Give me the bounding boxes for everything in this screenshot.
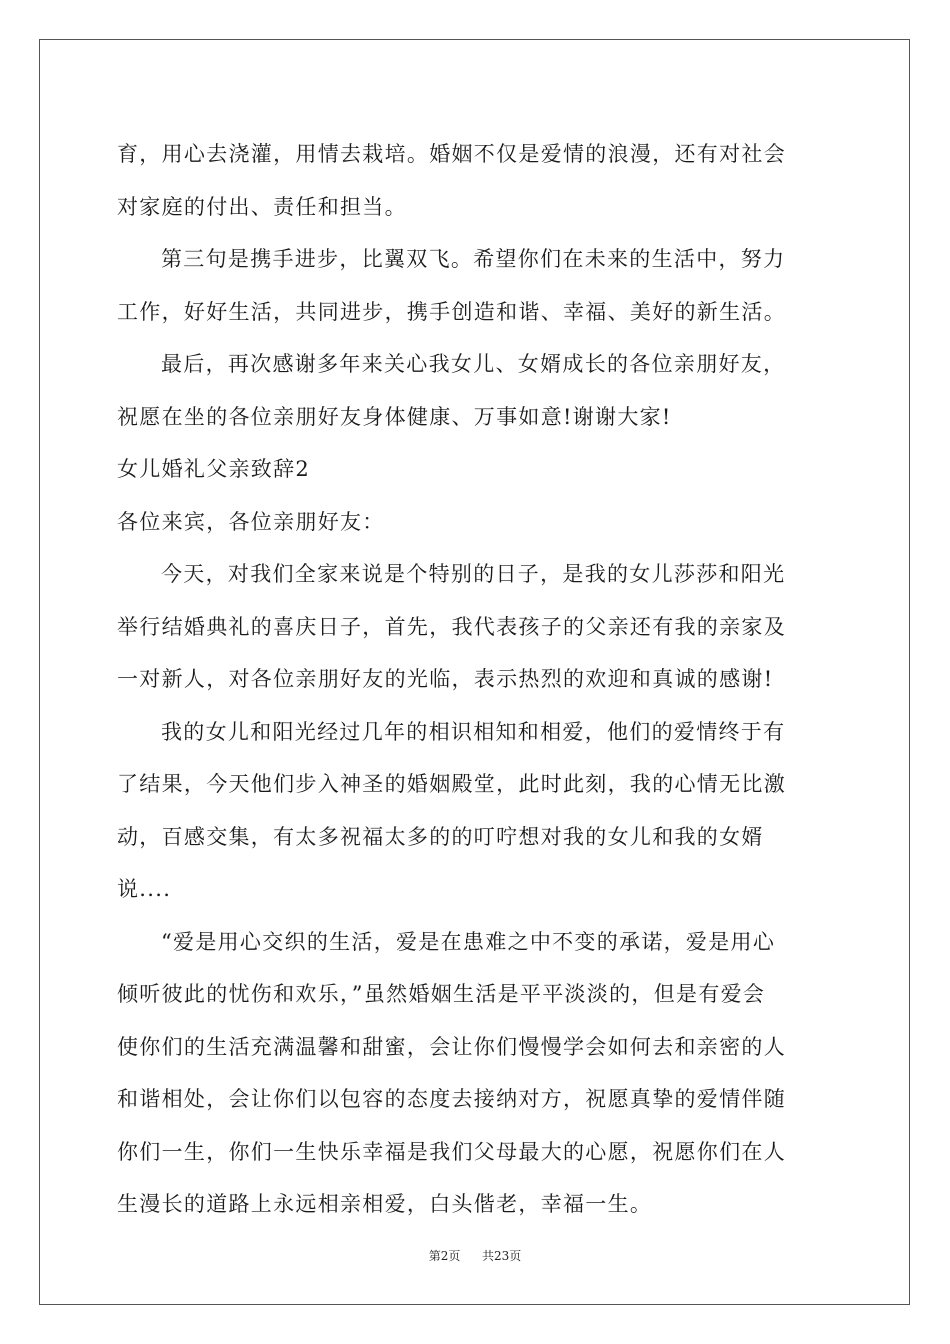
page-total: 共23页	[482, 1249, 522, 1263]
text-line: 动，百感交集，有太多祝福太多的的叮咛想对我的女儿和我的女婿	[117, 824, 764, 849]
text-line: 举行结婚典礼的喜庆日子，首先，我代表孩子的父亲还有我的亲家及	[117, 614, 786, 639]
text-line: 对家庭的付出、责任和担当。	[117, 194, 407, 219]
section-heading: 女儿婚礼父亲致辞2	[117, 457, 311, 481]
paragraph-start-line: 第三句是携手进步，比翼双飞。希望你们在未来的生活中，努力	[161, 247, 786, 271]
text-line: 育，用心去浇灌，用情去栽培。婚姻不仅是爱情的浪漫，还有对社会	[117, 142, 786, 166]
text-line: 使你们的生活充满温馨和甜蜜，会让你们慢慢学会如何去和亲密的人	[117, 1034, 786, 1059]
text-line: 说....	[117, 877, 172, 901]
text-line: 生漫长的道路上永远相亲相爱，白头偕老，幸福一生。	[117, 1192, 653, 1216]
paragraph-start-line: 我的女儿和阳光经过几年的相识相知和相爱，他们的爱情终于有	[161, 719, 786, 744]
page-footer	[0, 1247, 950, 1264]
text-line: 工作，好好生活，共同进步，携手创造和谐、幸福、美好的新生活。	[117, 299, 786, 324]
text-line: 一对新人，对各位亲朋好友的光临，表示热烈的欢迎和真诚的感谢!	[117, 667, 774, 691]
salutation-line: 各位来宾，各位亲朋好友：	[117, 509, 385, 534]
paragraph-start-line: 最后，再次感谢多年来关心我女儿、女婿成长的各位亲朋好友，	[161, 352, 786, 376]
text-line: 了结果，今天他们步入神圣的婚姻殿堂，此时此刻，我的心情无比激	[117, 772, 786, 796]
text-line: 和谐相处，会让你们以包容的态度去接纳对方，祝愿真挚的爱情伴随	[117, 1087, 786, 1111]
paragraph-start-line: 今天，对我们全家来说是个特别的日子，是我的女儿莎莎和阳光	[161, 562, 786, 586]
page-number: 第2页	[428, 1249, 461, 1263]
text-line: 祝愿在坐的各位亲朋好友身体健康、万事如意!谢谢大家!	[117, 404, 672, 429]
paragraph-start-line: “爱是用心交织的生活，爱是在患难之中不变的承诺，爱是用心	[161, 929, 776, 954]
document-body	[117, 128, 833, 1231]
text-line: 倾听彼此的忧伤和欢乐，”虽然婚姻生活是平平淡淡的，但是有爱会	[117, 982, 766, 1006]
text-line: 你们一生，你们一生快乐幸福是我们父母最大的心愿，祝愿你们在人	[117, 1139, 786, 1164]
